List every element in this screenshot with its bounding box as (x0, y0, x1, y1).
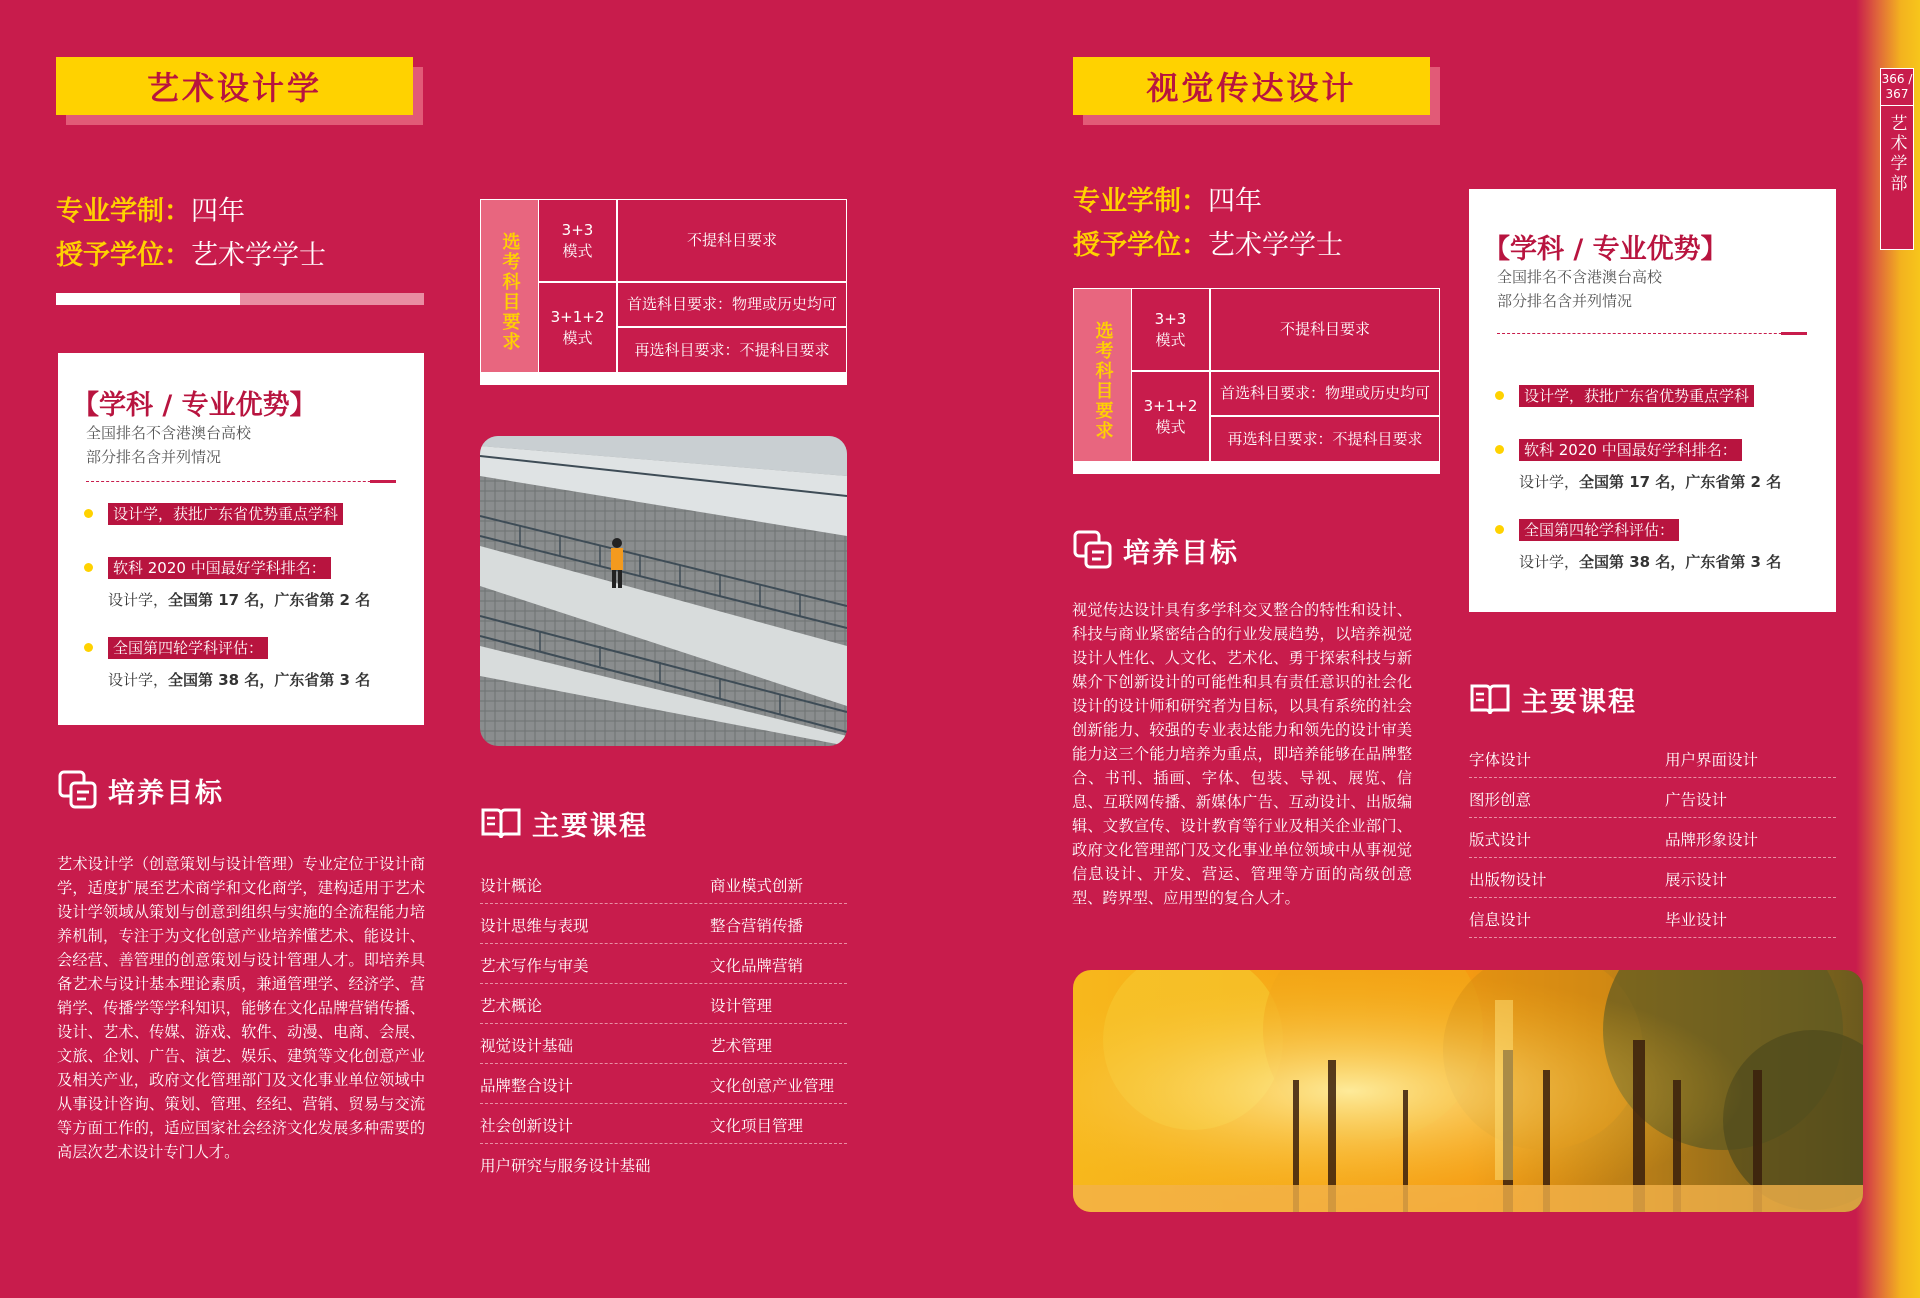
advantage-item: 设计学，获批广东省优势重点学科 (1495, 385, 1754, 407)
mode-3-3-requirement: 不提科目要求 (1279, 320, 1370, 338)
first-subject-requirement: 首选科目要求：物理或历史均可 (626, 294, 837, 313)
right-goal-text: 视觉传达设计具有多学科交叉整合的特性和设计、科技与商业紧密结合的行业发展趋势，以培养视觉设计人性化、人文化、艺术化、勇于探索科技与新媒介下创新设计的可能性和具有责任意识的社会化设计的设计师和研究者为目标，以具有系统的社会创新能力、较强的专业表达能力和领先的设计审美能力这三个能力培养为重点，即培养能够在品牌整合、书刊、插画、字体、包装、导视、展览、信息、互联网传播、新媒体广告、互动设计、出版编辑、文教宣传、设计教育等行业及相关企业部门、政府文化管理部门及文化事业单位领域中从事视觉信息设计、开发、营运、管理等方面的高级创意型、跨界型、应用型的复合人才。 (1072, 601, 1412, 907)
left-degree: 授予学位：艺术学学士 (56, 240, 326, 271)
course-row: 出版物设计 展示设计 (1469, 858, 1836, 898)
right-title: 视觉传达设计 (1073, 57, 1430, 115)
goal-icon (58, 770, 98, 810)
goal-icon (1073, 530, 1113, 570)
second-subject-requirement: 再选科目要求：不提科目要求 (1227, 430, 1423, 448)
right-degree: 授予学位：艺术学学士 (1073, 230, 1343, 261)
mode-3-1-2: 3+1+2 模式 (1143, 397, 1198, 436)
advantage-item: 软科 2020 中国最好学科排名： 设计学，全国第 17 名，广东省第 2 名 (84, 557, 370, 610)
left-goal-text: 艺术设计学（创意策划与设计管理）专业定位于设计商学，适度扩展至艺术商学和文化商学，建构适用于艺术设计学领域从策划与创意到组织与实施的全流程能力培养机制，专注于为文化创意产业培养懂艺术、能设计、会经营、善管理的创意策划与设计管理人才。即培养具备艺术与设计基本理论素质，兼通管理学、经济学、营销学、传播学等学科知识，能够在文化品牌营销传播、设计、艺术、传媒、游戏、软件、动漫、电商、会展、文旅、企划、广告、演艺、娱乐、建筑等文化创意产业及相关产业，政府文化管理部门及文化事业单位领域中从事设计咨询、策划、管理、经纪、营销、贸易与交流等方面工作的，适应国家社会经济文化发展多种需要的高层次艺术设计专门人才。 (57, 855, 425, 1161)
left-title: 艺术设计学 (56, 57, 413, 115)
advantage-item: 全国第四轮学科评估： 设计学，全国第 38 名，广东省第 3 名 (1495, 519, 1781, 572)
course-row: 用户研究与服务设计基础 (480, 1157, 651, 1175)
req-side-label: 选考科目要求 (1074, 289, 1132, 473)
left-requirement-table (480, 199, 847, 385)
advantage-item: 设计学，获批广东省优势重点学科 (84, 503, 343, 525)
right-requirement-table (1073, 288, 1440, 474)
left-advantage-card (58, 353, 424, 725)
course-row: 社会创新设计 文化项目管理 (480, 1104, 847, 1144)
first-subject-requirement: 首选科目要求：物理或历史均可 (1219, 383, 1430, 402)
chapter-label: 艺术学部 (1886, 114, 1907, 194)
left-title-banner (56, 57, 413, 115)
mode-3-1-2: 3+1+2 模式 (550, 308, 605, 347)
right-advantage-card (1469, 189, 1836, 612)
req-side-label: 选考科目要求 (481, 200, 539, 384)
course-row: 设计思维与表现 整合营销传播 (480, 904, 847, 944)
mode-3-3: 3+3 模式 (1154, 309, 1187, 349)
book-icon (1469, 682, 1511, 718)
page-number: 366 / 367 (1881, 69, 1913, 106)
advantage-title: 【学科 / 专业优势】 (72, 390, 317, 421)
advantage-note: 全国排名不含港澳台高校 部分排名含并列情况 (86, 424, 252, 466)
mode-3-3: 3+3 模式 (561, 220, 594, 260)
advantage-note: 全国排名不含港澳台高校 部分排名含并列情况 (1497, 268, 1663, 310)
left-courses-heading: 主要课程 (480, 804, 648, 843)
left-progress-bar (56, 293, 424, 305)
course-row: 字体设计 用户界面设计 (1469, 738, 1836, 778)
left-duration: 专业学制：四年 (56, 196, 245, 227)
advantage-item: 软科 2020 中国最好学科排名： 设计学，全国第 17 名，广东省第 2 名 (1495, 439, 1781, 492)
course-row: 艺术概论 设计管理 (480, 984, 847, 1024)
bridge-photo (480, 436, 847, 746)
right-title-banner (1073, 57, 1430, 115)
book-icon (480, 806, 522, 842)
course-row: 视觉设计基础 艺术管理 (480, 1024, 847, 1064)
course-row: 艺术写作与审美 文化品牌营销 (480, 944, 847, 984)
right-duration: 专业学制：四年 (1073, 186, 1262, 217)
trees-photo (1073, 970, 1863, 1212)
left-goal-heading: 培养目标 (58, 770, 224, 810)
course-row: 品牌整合设计 文化创意产业管理 (480, 1064, 847, 1104)
course-row: 版式设计 品牌形象设计 (1469, 818, 1836, 858)
chapter-tab (1880, 68, 1914, 250)
mode-3-3-requirement: 不提科目要求 (686, 231, 777, 249)
right-goal-heading: 培养目标 (1073, 530, 1239, 570)
dash-divider (86, 481, 396, 482)
course-row: 设计概论 商业模式创新 (480, 864, 847, 904)
advantage-title: 【学科 / 专业优势】 (1483, 234, 1728, 265)
course-row: 图形创意 广告设计 (1469, 778, 1836, 818)
dash-divider (1497, 333, 1807, 334)
second-subject-requirement: 再选科目要求：不提科目要求 (634, 341, 830, 359)
right-courses-heading: 主要课程 (1469, 680, 1637, 719)
advantage-item: 全国第四轮学科评估： 设计学，全国第 38 名，广东省第 3 名 (84, 637, 370, 690)
course-row: 信息设计 毕业设计 (1469, 898, 1836, 938)
